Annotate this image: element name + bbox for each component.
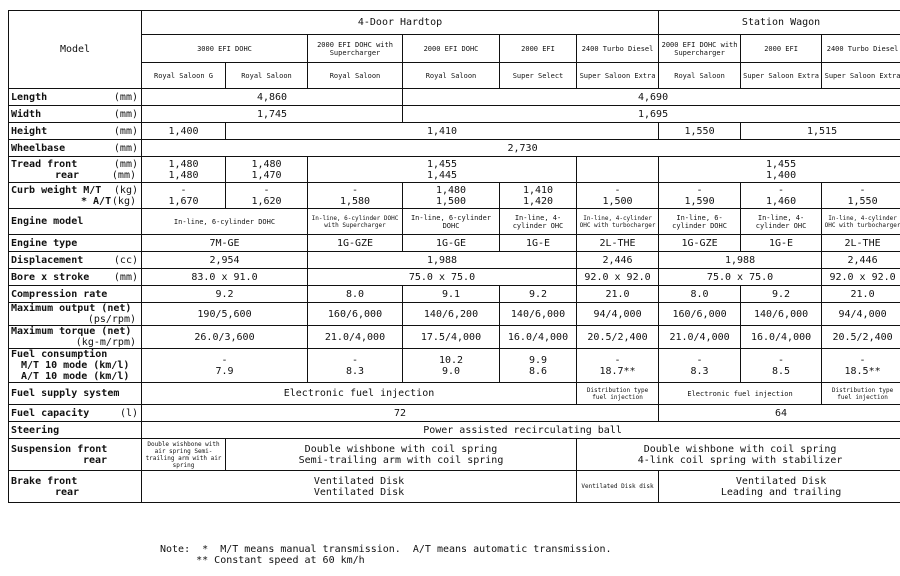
table-cell: In-line, 6-cylinder DOHC: [659, 209, 741, 235]
table-cell: In-line, 4-cylinder OHC with turbocharger: [577, 209, 659, 235]
table-cell: 92.0 x 92.0: [577, 269, 659, 286]
table-cell: In-line, 6-cylinder DOHC: [403, 209, 500, 235]
table-cell: 1,988: [659, 252, 822, 269]
width-row: [9, 106, 900, 123]
engine-header: 2000 EFI: [741, 35, 822, 63]
hardtop-header: 4-Door Hardtop: [142, 11, 659, 35]
table-cell: 17.5/4,000: [403, 326, 500, 349]
row-label: Steering: [9, 422, 142, 439]
length-row: [9, 89, 900, 106]
table-cell: 9.1: [403, 286, 500, 303]
row-label: Engine model: [9, 209, 142, 235]
table-cell: 94/4,000: [577, 303, 659, 326]
header-row-group: [9, 11, 900, 35]
table-cell: 1,480 1,480: [142, 157, 226, 183]
table-cell: Double wishbone with coil spring 4-link coil spring with stabilizer: [577, 439, 900, 471]
table-cell: - 18.7**: [577, 349, 659, 383]
grade-header: Super Select: [500, 63, 577, 89]
table-cell: 1G-GZE: [659, 235, 741, 252]
curb-weight-row: [9, 183, 900, 209]
table-cell: 21.0: [577, 286, 659, 303]
max-torque-row: [9, 326, 900, 349]
grade-header: Super Saloon Extra: [822, 63, 900, 89]
table-cell: 21.0/4,000: [308, 326, 403, 349]
engine-header: 3000 EFI DOHC: [142, 35, 308, 63]
grade-header: Royal Saloon G: [142, 63, 226, 89]
table-cell: - 1,590: [659, 183, 741, 209]
row-label: Height (mm): [9, 123, 142, 140]
table-cell: Power assisted recirculating ball: [142, 422, 900, 439]
table-cell: 9.2: [142, 286, 308, 303]
table-cell: 4,860: [142, 89, 403, 106]
table-cell: 1,455 1,445: [308, 157, 577, 183]
table-cell: 16.0/4,000: [500, 326, 577, 349]
table-cell: - 18.5**: [822, 349, 900, 383]
row-label: Engine type: [9, 235, 142, 252]
table-cell: 2,730: [142, 140, 900, 157]
table-cell: 1,988: [308, 252, 577, 269]
table-cell: 190/5,600: [142, 303, 308, 326]
table-cell: 72: [142, 405, 659, 422]
table-cell: 160/6,000: [308, 303, 403, 326]
bore-stroke-row: [9, 269, 900, 286]
fuel-consumption-row: [9, 349, 900, 383]
row-label: Compression rate: [9, 286, 142, 303]
row-label: Suspension front rear: [9, 439, 142, 471]
table-cell: - 1,500: [577, 183, 659, 209]
table-cell: - 7.9: [142, 349, 308, 383]
row-label: Maximum torque (net) (kg-m/rpm): [9, 326, 142, 349]
table-cell: 1,410 1,420: [500, 183, 577, 209]
table-cell: 1,455 1,400: [659, 157, 900, 183]
engine-header: 2000 EFI DOHC: [403, 35, 500, 63]
table-cell: 2L-THE: [577, 235, 659, 252]
wagon-header: Station Wagon: [659, 11, 900, 35]
table-cell: 8.0: [308, 286, 403, 303]
height-row: [9, 123, 900, 140]
grade-header: Royal Saloon: [659, 63, 741, 89]
table-cell: 26.0/3,600: [142, 326, 308, 349]
grade-header-row: [9, 63, 900, 89]
row-label: Width (mm): [9, 106, 142, 123]
table-cell: Distribution type fuel injection: [577, 383, 659, 405]
row-label: Fuel capacity (l): [9, 405, 142, 422]
row-label: Tread front (mm) rear (mm): [9, 157, 142, 183]
table-cell: 1G-E: [741, 235, 822, 252]
grade-header: Royal Saloon: [308, 63, 403, 89]
fuel-capacity-row: [9, 405, 900, 422]
max-output-row: [9, 303, 900, 326]
table-cell: 140/6,000: [500, 303, 577, 326]
grade-header: Super Saloon Extra: [741, 63, 822, 89]
row-label: Wheelbase (mm): [9, 140, 142, 157]
table-cell: 10.2 9.0: [403, 349, 500, 383]
brake-row: [9, 471, 900, 503]
row-label: Fuel consumption M/T 10 mode (km/l) A/T 10 mode (km/l): [9, 349, 142, 383]
table-cell: 1G-GZE: [308, 235, 403, 252]
fuel-supply-row: [9, 383, 900, 405]
table-cell: 16.0/4,000: [741, 326, 822, 349]
table-cell: In-line, 4-cylinder OHC: [741, 209, 822, 235]
table-cell: 1,695: [403, 106, 900, 123]
table-cell: 21.0: [822, 286, 900, 303]
engine-header: 2000 EFI: [500, 35, 577, 63]
grade-header: Super Saloon Extra: [577, 63, 659, 89]
table-cell: 1,400: [142, 123, 226, 140]
table-cell: Double wishbone with coil spring Semi-trailing arm with coil spring: [226, 439, 577, 471]
table-cell: 4,690: [403, 89, 900, 106]
engine-header-row: [9, 35, 900, 63]
footnote-line: Note: * M/T means manual transmission. A/T means automatic transmission.: [160, 544, 612, 555]
table-cell: 8.0: [659, 286, 741, 303]
table-cell: 75.0 x 75.0: [308, 269, 577, 286]
suspension-row: [9, 439, 900, 471]
footnote: [160, 544, 612, 566]
table-cell: 2L-THE: [822, 235, 900, 252]
engine-type-row: [9, 235, 900, 252]
engine-header: 2400 Turbo Diesel: [822, 35, 900, 63]
table-cell: 64: [659, 405, 900, 422]
table-cell: 20.5/2,400: [822, 326, 900, 349]
table-cell: 92.0 x 92.0: [822, 269, 900, 286]
table-cell: - 1,460: [741, 183, 822, 209]
engine-model-row: [9, 209, 900, 235]
table-cell: Double wishbone with air spring Semi-trailing arm with air spring: [142, 439, 226, 471]
table-cell: 21.0/4,000: [659, 326, 741, 349]
table-cell: - 8.5: [741, 349, 822, 383]
row-label: Curb weight M/T (kg) * A/T (kg): [9, 183, 142, 209]
table-cell: - 1,620: [226, 183, 308, 209]
table-cell: 75.0 x 75.0: [659, 269, 822, 286]
specifications-table: [8, 10, 900, 503]
compression-row: [9, 286, 900, 303]
table-cell: - 1,580: [308, 183, 403, 209]
table-cell: Distribution type fuel injection: [822, 383, 900, 405]
grade-header: Royal Saloon: [226, 63, 308, 89]
table-cell: [577, 157, 659, 183]
footnote-line: ** Constant speed at 60 km/h: [160, 555, 365, 566]
table-cell: 7M-GE: [142, 235, 308, 252]
table-cell: In-line, 4-cylinder OHC with turbocharger: [822, 209, 900, 235]
table-cell: 1G-E: [500, 235, 577, 252]
table-cell: 2,446: [822, 252, 900, 269]
table-cell: - 1,550: [822, 183, 900, 209]
wheelbase-row: [9, 140, 900, 157]
grade-header: Royal Saloon: [403, 63, 500, 89]
row-label: Brake front rear: [9, 471, 142, 503]
engine-header: 2000 EFI DOHC with Supercharger: [659, 35, 741, 63]
table-cell: 160/6,000: [659, 303, 741, 326]
table-cell: - 8.3: [659, 349, 741, 383]
table-cell: In-line, 4-cylinder OHC: [500, 209, 577, 235]
table-cell: 1,515: [741, 123, 900, 140]
table-cell: 140/6,000: [741, 303, 822, 326]
table-cell: Ventilated Disk disk: [577, 471, 659, 503]
table-cell: 2,446: [577, 252, 659, 269]
table-cell: Electronic fuel injection: [142, 383, 577, 405]
engine-header: 2000 EFI DOHC with Supercharger: [308, 35, 403, 63]
row-label: Fuel supply system: [9, 383, 142, 405]
table-cell: In-line, 6-cylinder DOHC: [142, 209, 308, 235]
table-cell: 1,550: [659, 123, 741, 140]
table-cell: 20.5/2,400: [577, 326, 659, 349]
table-cell: 1,410: [226, 123, 659, 140]
row-label: Bore x stroke (mm): [9, 269, 142, 286]
tread-row: [9, 157, 900, 183]
table-cell: 1,745: [142, 106, 403, 123]
table-cell: Ventilated Disk Leading and trailing: [659, 471, 900, 503]
table-cell: 94/4,000: [822, 303, 900, 326]
table-cell: 9.2: [500, 286, 577, 303]
table-cell: 9.2: [741, 286, 822, 303]
row-label: Maximum output (net) (ps/rpm): [9, 303, 142, 326]
table-cell: 9.9 8.6: [500, 349, 577, 383]
engine-header: 2400 Turbo Diesel: [577, 35, 659, 63]
table-cell: 1,480 1,500: [403, 183, 500, 209]
table-cell: 140/6,200: [403, 303, 500, 326]
table-cell: Electronic fuel injection: [659, 383, 822, 405]
model-header: Model: [9, 11, 142, 89]
table-cell: 2,954: [142, 252, 308, 269]
table-cell: - 8.3: [308, 349, 403, 383]
table-cell: 83.0 x 91.0: [142, 269, 308, 286]
table-cell: 1G-GE: [403, 235, 500, 252]
row-label: Length (mm): [9, 89, 142, 106]
steering-row: [9, 422, 900, 439]
table-cell: - 1,670: [142, 183, 226, 209]
table-cell: In-line, 6-cylinder DOHC with Supercharger: [308, 209, 403, 235]
table-cell: Ventilated Disk Ventilated Disk: [142, 471, 577, 503]
table-cell: 1,480 1,470: [226, 157, 308, 183]
row-label: Displacement (cc): [9, 252, 142, 269]
displacement-row: [9, 252, 900, 269]
